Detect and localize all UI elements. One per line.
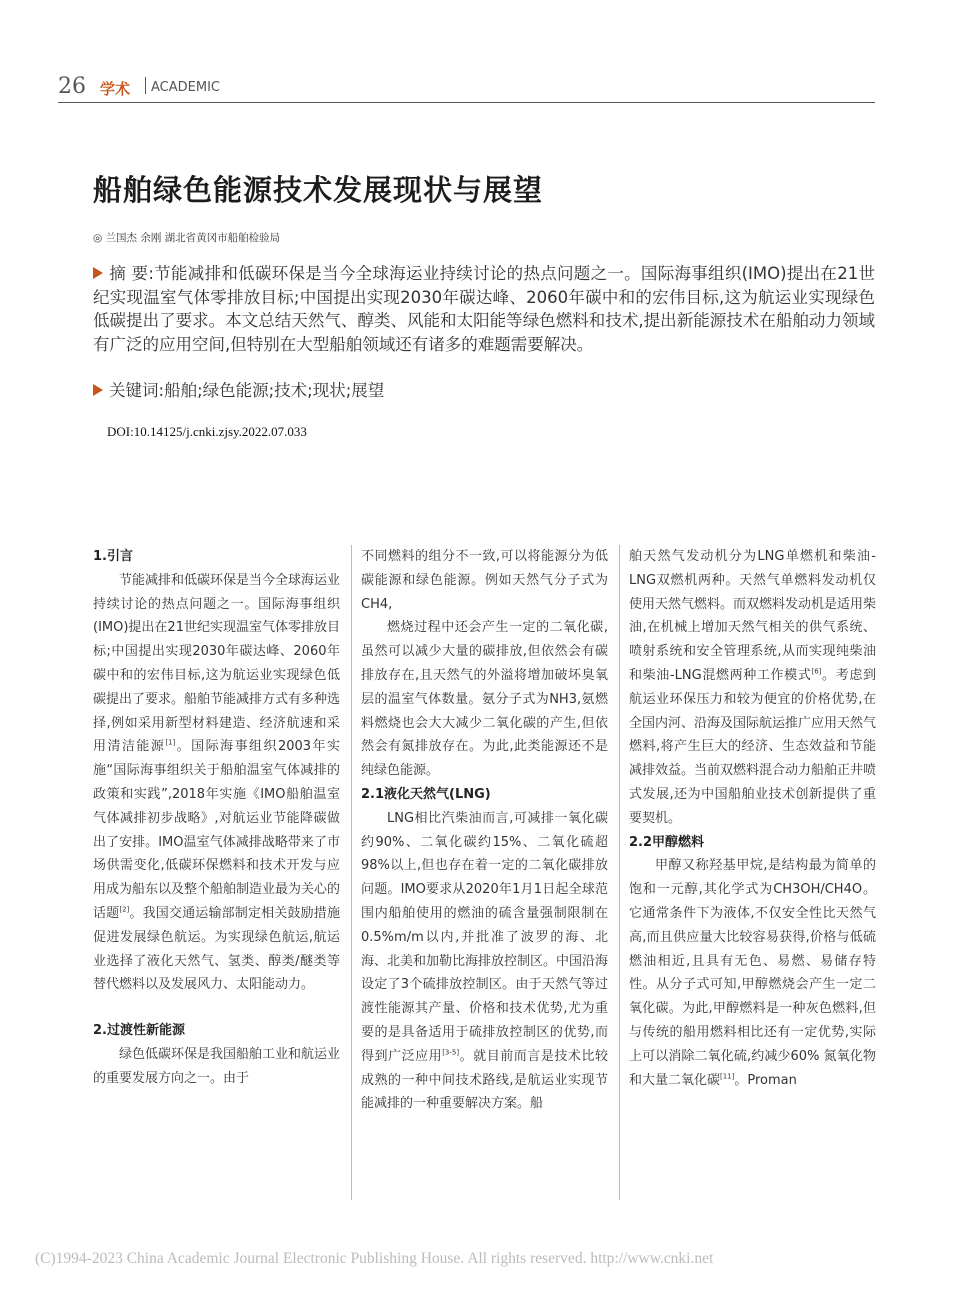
paragraph-text: 舶天然气发动机分为LNG单燃机和柴油-LNG双燃机两种。天然气单燃料发动机仅使用天然气燃料。而双燃料发动机是适用柴油,在机械上增加天然气相关的供气系统、喷射系统和安全管理系统,从而实现纯柴油和柴油-LNG混燃两种工作模式 (629, 549, 877, 683)
paragraph-text: 节能减排和低碳环保是当今全球海运业持续讨论的热点问题之一。国际海事组织(IMO)提出在21世纪实现温室气体零排放目标;中国提出实现2030年碳达峰、2060年碳中和的宏伟目标,这为航运业实现绿色低碳提出了要求。船舶节能减排方式有多种选择,例如采用新型材料建造、经济航速和采用清洁能源 (93, 572, 341, 755)
paragraph: 燃烧过程中还会产生一定的二氧化碳,虽然可以减少大量的碳排放,但依然会有碳排放存在,且天然气的外溢将增加破坏臭氧层的温室气体数量。氨分子式为NH3,氨燃料燃烧也会大大减少二氧化碳的产生,但依然会有氮排放存在。为此,此类能源还不是纯绿色能源。 (361, 620, 608, 779)
header-divider (145, 77, 146, 94)
paragraph-text: LNG相比汽柴油而言,可减排一氧化碳约90%、二氧化碳约15%、二氧化硫超98%以上,但也存在着一定的二氧化碳排放问题。IMO要求从2020年1月1日起全球范围内船舶使用的燃油的硫含量强制限制在0.5%m/m以内,并批准了波罗的海、北海、北美和加勒比海排放控制区。中国沿海设定了3个硫排放控制区。由于天然气等过渡性能源其产量、价格和技术优势,尤为重要的是具备适用于硫排放控制区的优势,而得到广泛应用 (361, 810, 609, 1064)
subsection-heading: 2.2甲醇燃料 (629, 834, 705, 850)
citation: [3-5] (442, 1048, 460, 1057)
citation: [11] (720, 1072, 735, 1081)
body-column-2 (361, 545, 608, 1116)
doi: DOI:10.14125/j.cnki.zjsy.2022.07.033 (107, 424, 307, 439)
paragraph (361, 807, 608, 1116)
arrow-bullet-icon (93, 267, 103, 279)
section-label-en: ACADEMIC (151, 80, 220, 95)
paragraph: 不同燃料的组分不一致,可以将能源分为低碳能源和绿色能源。例如天然气分子式为CH4, (361, 549, 608, 612)
abstract-label: 摘 要: (109, 264, 154, 283)
keywords-label: 关键词: (109, 381, 165, 400)
copyright-footer: (C)1994-2023 China Academic Journal Electronic Publishing House. All rights reserved. http://www.cnki.net (35, 1250, 714, 1267)
paragraph-text: 。我国交通运输部制定相关鼓励措施促进发展绿色航运。为实现绿色航运,航运业选择了液化天然气、氢类、醇类/醚类等替代燃料以及发展风力、太阳能动力。 (93, 905, 340, 993)
body-column-3 (629, 545, 876, 1092)
arrow-bullet-icon (93, 384, 103, 396)
article-title: 船舶绿色能源技术发展现状与展望 (93, 173, 544, 207)
abstract-text: 节能减排和低碳环保是当今全球海运业持续讨论的热点问题之一。国际海事组织(IMO)提出在21世纪实现温室气体零排放目标;中国提出实现2030年碳达峰、2060年碳中和的宏伟目标,这为航运业实现绿色低碳提出了要求。本文总结天然气、醇类、风能和太阳能等绿色燃料和技术,提出新能源技术在船舶动力领域有广泛的应用空间,但特别在大型船舶领域还有诸多的难题需要解决。 (93, 264, 875, 354)
section-label-cn: 学术 (100, 80, 131, 98)
paragraph (629, 854, 876, 1092)
keywords (93, 377, 384, 401)
section-heading: 1.引言 (93, 549, 133, 564)
author-line: ◎ 兰国杰 余刚 湖北省黄冈市船舶检验局 (93, 232, 281, 244)
paragraph-text: 。考虑到航运业环保压力和较为便宜的价格优势,在全国内河、沿海及国际航运推广应用天然气燃料,将产生巨大的经济、生态效益和节能减排效益。当前双燃料混合动力船舶正井喷式发展,还为中国船舶业技术创新提供了重要契机。 (629, 667, 877, 826)
column-divider (351, 545, 352, 1200)
page-number: 26 (58, 74, 86, 99)
body-column-1 (93, 545, 340, 1091)
citation: [2] (119, 905, 130, 914)
column-divider (619, 545, 620, 1200)
section-heading: 2.过渡性新能源 (93, 1023, 185, 1039)
abstract (93, 262, 875, 356)
paragraph (93, 569, 340, 997)
keywords-text: 船舶;绿色能源;技术;现状;展望 (164, 381, 385, 400)
citation: [1] (165, 739, 176, 748)
paragraph (629, 545, 876, 831)
paragraph-text: 。国际海事组织2003年实施“国际海事组织关于船舶温室气体减排的政策和实践”,2018年实施《IMO船舶温室气体减排初步战略》,对航运业节能降碳做出了安排。IMO温室气体减排战略带来了市场供需变化,低碳环保燃料和技术开发与应用成为船东以及整个船舶制造业最为关心的话题 (93, 739, 341, 921)
page-header (58, 72, 875, 103)
paragraph-text: 。就目前而言是技术比较成熟的一种中间技术路线,是航运业实现节能减排的一种重要解决方案。船 (361, 1048, 608, 1112)
paragraph-text: 。Proman (734, 1072, 797, 1088)
paragraph: 绿色低碳环保是我国船舶工业和航运业的重要发展方向之一。由于 (93, 1046, 341, 1086)
citation: [6] (811, 667, 822, 676)
subsection-heading: 2.1液化天然气(LNG) (361, 786, 491, 802)
paragraph-text: 甲醇又称羟基甲烷,是结构最为简单的饱和一元醇,其化学式为CH3OH/CH4O。它通常条件下为液体,不仅安全性比天然气高,而且供应量大比较容易获得,价格与低硫燃油相近,且具有无色、易燃、易储存特性。从分子式可知,甲醇燃烧会产生一定二氧化碳。为此,甲醇燃料是一种灰色燃料,但与传统的船用燃料相比还有一定优势,实际上可以消除二氧化硫,约减少60% 氮氧化物和大量二氧化碳 (629, 858, 876, 1088)
